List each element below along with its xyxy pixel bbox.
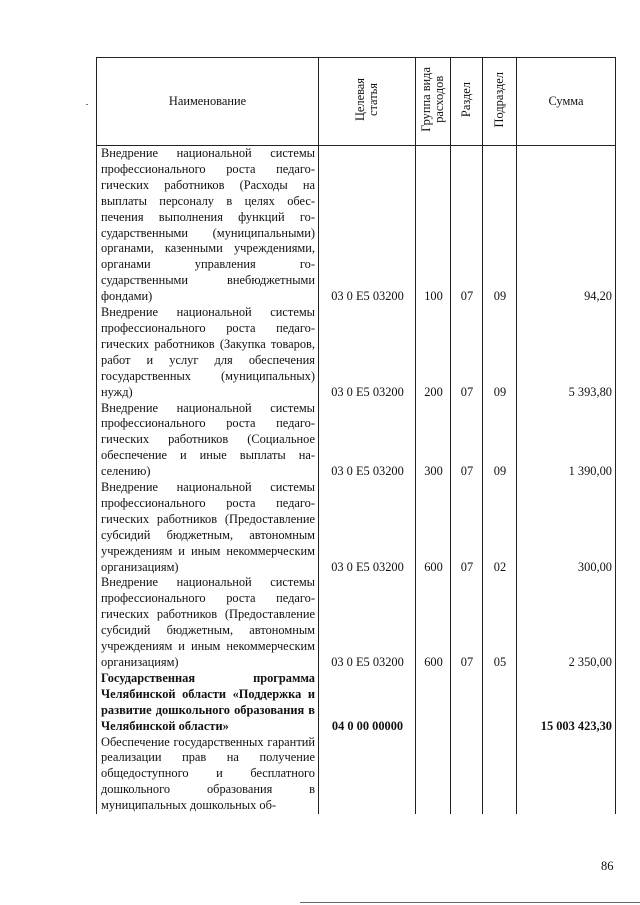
table-row-program bbox=[97, 671, 616, 735]
header-sum: Сумма bbox=[517, 58, 616, 146]
row-name: Внедрение национальной системы профессионального роста педагогических работников (Расходы на выплаты персоналу в целях обеспечения выполнения функций государственными (муниципальными) органами, казенными учреждениями, органами управления государственными внебюджетными фондами) bbox=[97, 146, 319, 306]
row-name: Внедрение национальной системы профессионального роста педагогических работников (Предоставление субсидий бюджетным, автономным учреждениям и иным некоммерческим организациям) bbox=[97, 480, 319, 575]
header-section-label: Раздел bbox=[459, 81, 473, 118]
table-row bbox=[97, 575, 616, 670]
row-subsection bbox=[483, 735, 517, 815]
table-row bbox=[97, 401, 616, 481]
row-target-article: 04 0 00 00000 bbox=[319, 671, 416, 735]
bottom-rule bbox=[300, 902, 640, 903]
table-row bbox=[97, 480, 616, 575]
row-sum bbox=[517, 735, 616, 815]
row-target-article: 03 0 E5 03200 bbox=[319, 401, 416, 481]
row-name: Обеспечение государственных гарантий реализации прав на получение общедоступного и бесплатного дошкольного образования в муниципальных дошкольных об- bbox=[97, 735, 319, 815]
header-expense-group bbox=[416, 58, 451, 146]
row-target-article: 03 0 E5 03200 bbox=[319, 575, 416, 670]
row-expense-group: 600 bbox=[416, 575, 451, 670]
header-target-article-label: Целевая статья bbox=[353, 77, 380, 122]
margin-mark bbox=[86, 104, 88, 105]
row-name: Государственная программа Челябинской области «Поддержка и развитие дошкольного образования в Челябинской области» bbox=[97, 671, 319, 735]
header-subsection bbox=[483, 58, 517, 146]
row-expense-group bbox=[416, 735, 451, 815]
row-name: Внедрение национальной системы профессионального роста педагогических работников (Закупка товаров, работ и услуг для обеспечения государственных (муниципальных) нужд) bbox=[97, 305, 319, 400]
row-subsection: 02 bbox=[483, 480, 517, 575]
row-expense-group: 600 bbox=[416, 480, 451, 575]
row-target-article bbox=[319, 735, 416, 815]
row-expense-group: 200 bbox=[416, 305, 451, 400]
row-expense-group bbox=[416, 671, 451, 735]
row-subsection: 05 bbox=[483, 575, 517, 670]
header-name: Наименование bbox=[97, 58, 319, 146]
row-target-article: 03 0 E5 03200 bbox=[319, 480, 416, 575]
row-sum: 1 390,00 bbox=[517, 401, 616, 481]
header-section bbox=[451, 58, 483, 146]
row-sum: 300,00 bbox=[517, 480, 616, 575]
row-expense-group: 300 bbox=[416, 401, 451, 481]
header-subsection-label: Подраздел bbox=[492, 71, 506, 128]
table-row bbox=[97, 146, 616, 306]
row-name: Внедрение национальной системы профессионального роста педагогических работников (Социальное обеспечение и иные выплаты населению) bbox=[97, 401, 319, 481]
row-sum: 2 350,00 bbox=[517, 575, 616, 670]
table-row bbox=[97, 735, 616, 815]
header-target-article bbox=[319, 58, 416, 146]
header-expense-group-label: Группа вида расходов bbox=[419, 67, 446, 132]
row-section: 07 bbox=[451, 575, 483, 670]
row-name: Внедрение национальной системы профессионального роста педагогических работников (Предоставление субсидий бюджетным, автономным учреждениям и иным некоммерческим организациям) bbox=[97, 575, 319, 670]
row-sum: 5 393,80 bbox=[517, 305, 616, 400]
row-section bbox=[451, 671, 483, 735]
row-target-article: 03 0 E5 03200 bbox=[319, 305, 416, 400]
row-section: 07 bbox=[451, 146, 483, 306]
page-number: 86 bbox=[601, 859, 614, 873]
table-header-row bbox=[97, 58, 616, 146]
row-section bbox=[451, 735, 483, 815]
row-section: 07 bbox=[451, 480, 483, 575]
row-subsection: 09 bbox=[483, 305, 517, 400]
row-expense-group: 100 bbox=[416, 146, 451, 306]
row-section: 07 bbox=[451, 401, 483, 481]
row-subsection: 09 bbox=[483, 146, 517, 306]
row-sum: 15 003 423,30 bbox=[517, 671, 616, 735]
row-subsection bbox=[483, 671, 517, 735]
budget-table bbox=[96, 57, 616, 814]
row-section: 07 bbox=[451, 305, 483, 400]
row-sum: 94,20 bbox=[517, 146, 616, 306]
row-subsection: 09 bbox=[483, 401, 517, 481]
row-target-article: 03 0 E5 03200 bbox=[319, 146, 416, 306]
table-row bbox=[97, 305, 616, 400]
